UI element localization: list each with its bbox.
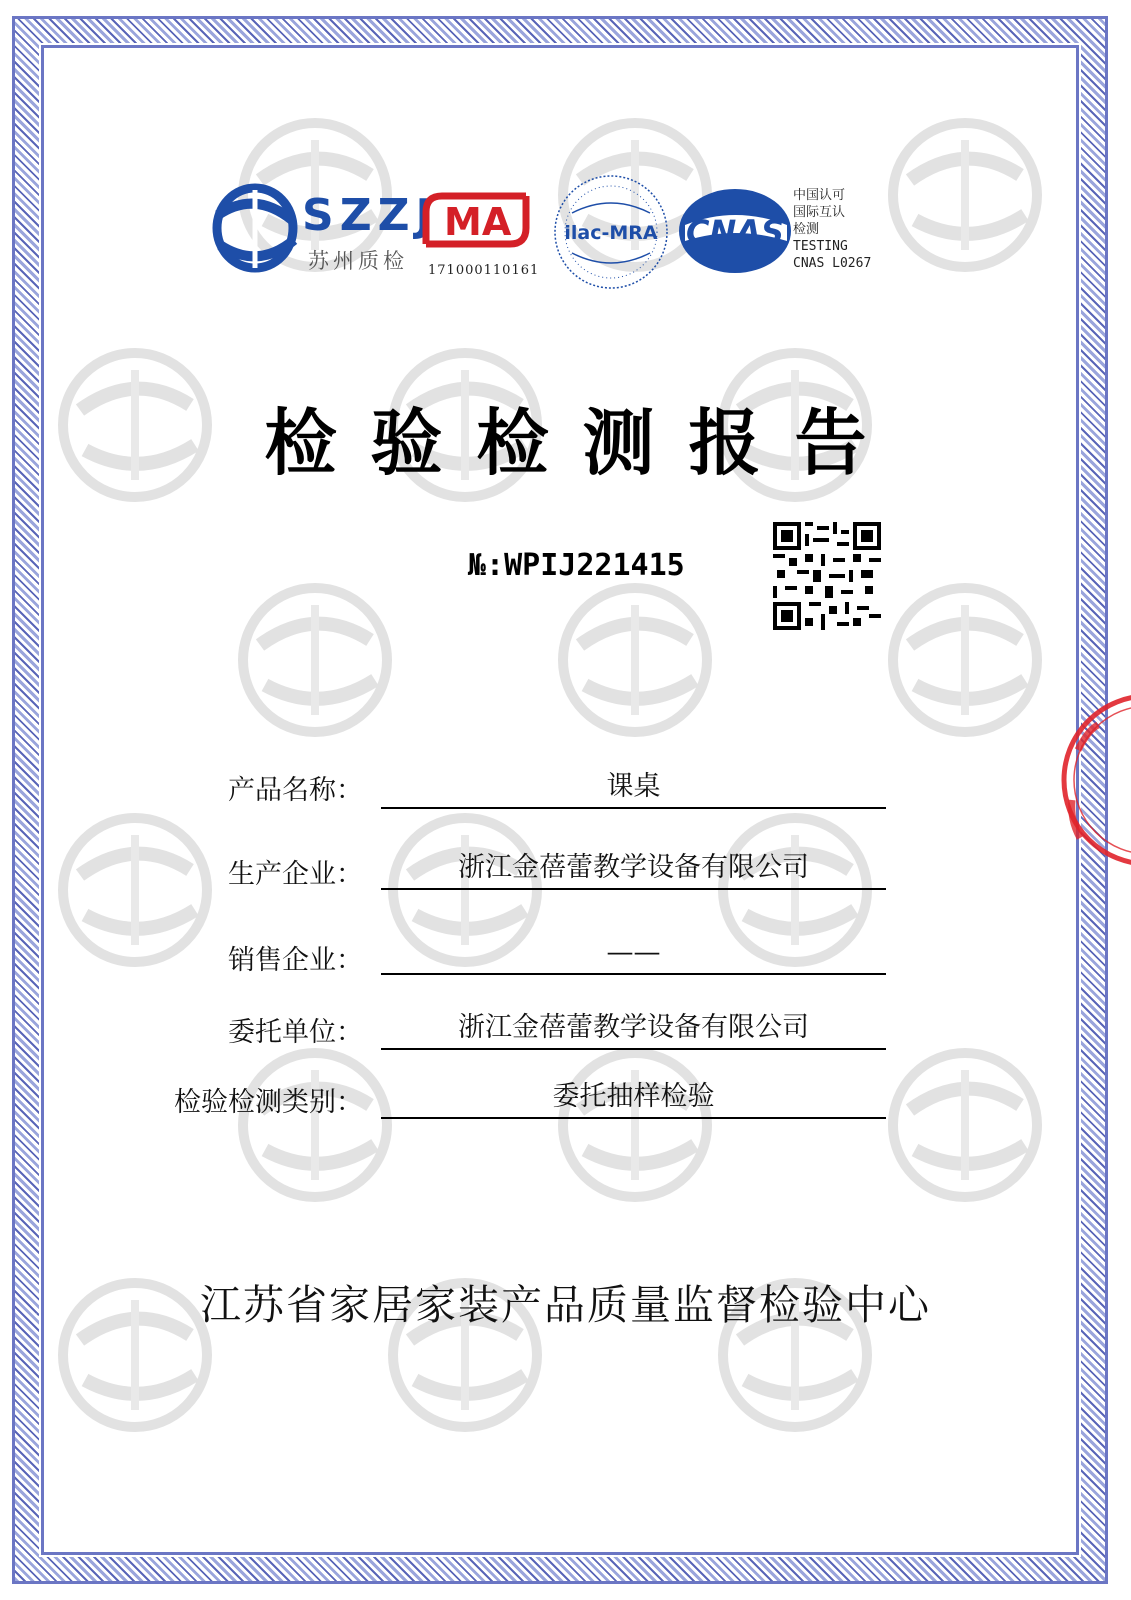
cma-logo-icon [422, 192, 530, 248]
cnas-info-line: 检测 [793, 222, 820, 237]
cnas-info-line: 国际互认 [793, 205, 846, 220]
field-label-inspection-type: 检验检测类别： [174, 1087, 363, 1118]
watermark-logo [893, 588, 1037, 732]
watermark-logo [243, 588, 387, 732]
szzj-logo-text: SZZJ [302, 190, 438, 241]
szzj-logo-icon [210, 180, 300, 275]
field-label-product-name: 产品名称： [228, 775, 363, 806]
field-value-seller: —— [381, 933, 886, 975]
svg-text:MA: MA [444, 200, 512, 244]
official-seal-icon [1058, 690, 1131, 870]
watermark-logo [893, 123, 1037, 267]
watermark-logo [893, 1053, 1037, 1197]
cnas-info-line: CNAS L0267 [793, 256, 872, 271]
watermark-logo [63, 818, 207, 962]
cnas-logo-icon [675, 185, 795, 277]
watermark-logo [563, 588, 707, 732]
cnas-info [793, 187, 871, 272]
ilac-logo-text: ilac-MRA [564, 222, 658, 244]
cnas-info-line: 中国认可 [793, 188, 846, 203]
field-label-seller: 销售企业： [228, 945, 363, 976]
report-number: №:WPIJ221415 [468, 548, 685, 583]
field-label-client: 委托单位： [228, 1017, 363, 1048]
field-value-manufacturer: 浙江金蓓蕾教学设备有限公司 [381, 848, 886, 890]
ilac-mra-logo-icon [552, 173, 670, 291]
szzj-logo-subtitle: 苏州质检 [308, 249, 408, 273]
qr-code-icon[interactable] [773, 522, 881, 630]
cnas-info-line: TESTING [793, 239, 848, 254]
issuing-organization: 江苏省家居家装产品质量监督检验中心 [200, 1281, 931, 1329]
cnas-logo-text: CNAS [685, 213, 785, 251]
field-value-client: 浙江金蓓蕾教学设备有限公司 [381, 1008, 886, 1050]
watermark-logo [243, 1053, 387, 1197]
watermark-logo [563, 1053, 707, 1197]
cma-number: 171000110161 [428, 263, 540, 278]
field-value-product-name: 课桌 [381, 767, 886, 809]
field-value-inspection-type: 委托抽样检验 [381, 1077, 886, 1119]
accreditation-logos [210, 165, 900, 295]
report-title: 检验检测报告 [264, 401, 901, 485]
field-label-manufacturer: 生产企业： [228, 859, 363, 890]
